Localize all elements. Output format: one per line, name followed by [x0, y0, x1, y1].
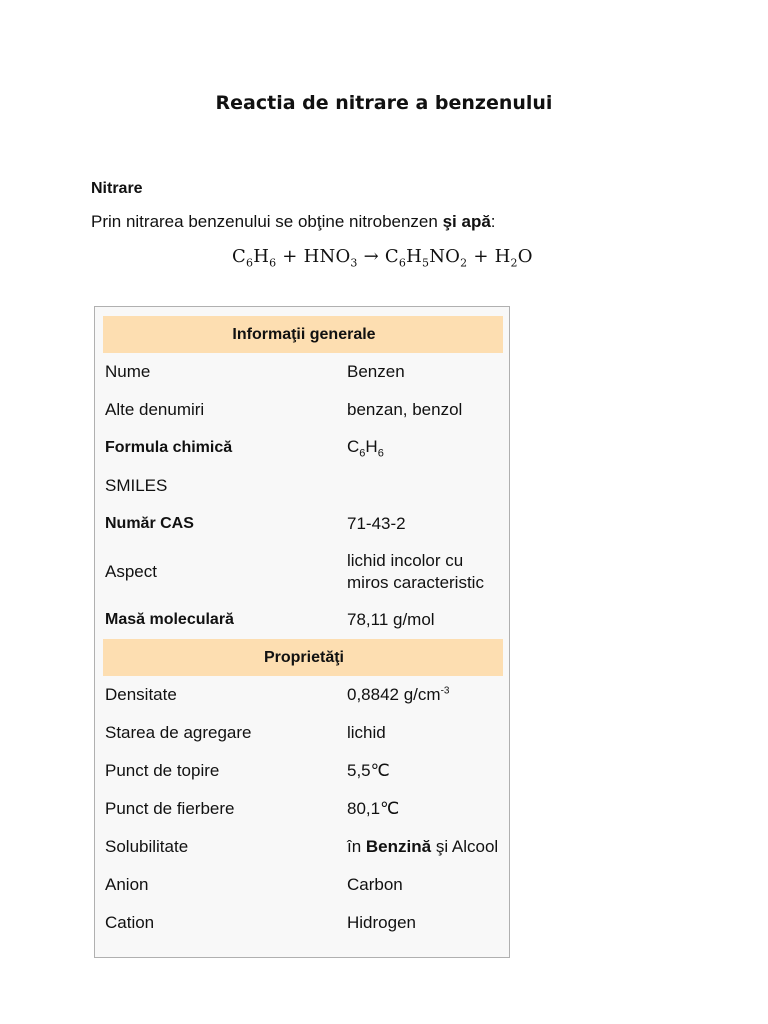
table-row — [103, 790, 503, 828]
row-value: Carbon — [347, 875, 403, 894]
formula-h: H — [365, 436, 378, 456]
table-row — [103, 467, 503, 505]
infobox-header-general — [103, 316, 503, 353]
table-row — [103, 904, 503, 942]
aspect-line: miros caracteristic — [347, 573, 484, 592]
row-label: Starea de agregare — [105, 723, 252, 742]
eq-o: O — [517, 246, 533, 267]
table-row — [103, 752, 503, 790]
row-value: lichid — [347, 723, 386, 742]
reaction-equation — [232, 246, 533, 270]
formula-c: C — [347, 436, 360, 456]
infobox-header-properties — [103, 639, 503, 676]
row-label: Punct de fierbere — [105, 799, 235, 818]
row-label: Solubilitate — [105, 837, 189, 856]
row-value — [345, 467, 503, 505]
table-row — [103, 505, 503, 543]
eq-h: H — [406, 246, 422, 267]
eq-c: C — [384, 246, 399, 267]
solubility-text: în — [347, 837, 366, 856]
row-value: 80,1℃ — [347, 799, 400, 818]
row-value — [345, 676, 503, 714]
eq-hno: HNO — [303, 246, 351, 267]
row-value: benzan, benzol — [347, 400, 463, 419]
row-value: 71-43-2 — [347, 514, 406, 533]
table-row — [103, 714, 503, 752]
eq-h: H — [253, 246, 270, 267]
intro-text: Prin nitrarea benzenului se obţine nitrobenzen — [91, 212, 443, 231]
row-value: 78,11 g/mol — [347, 610, 435, 629]
row-label: Aspect — [105, 562, 157, 581]
infobox — [94, 306, 510, 958]
table-row — [103, 676, 503, 714]
intro-water: apă — [461, 212, 491, 231]
eq-c: C — [232, 246, 246, 267]
row-value — [345, 543, 503, 601]
header-cell: Informaţii generale — [103, 316, 503, 353]
eq-sub: 3 — [350, 256, 358, 270]
table-row — [103, 353, 503, 391]
eq-plus: + — [473, 246, 489, 267]
row-label: Formula chimică — [105, 439, 233, 456]
row-label: Densitate — [105, 685, 177, 704]
row-label: Cation — [105, 913, 155, 932]
row-label: Punct de topire — [105, 761, 220, 780]
eq-sub: 6 — [245, 256, 254, 270]
row-label: SMILES — [105, 476, 168, 495]
solubility-bold: Benzină — [365, 837, 432, 856]
formula-sub: 6 — [359, 447, 366, 460]
row-value — [345, 828, 503, 866]
eq-sub: 5 — [422, 256, 430, 270]
eq-h: H — [494, 246, 511, 267]
eq-sub: 2 — [460, 256, 468, 270]
density-exponent: -3 — [440, 685, 450, 697]
row-value: Hidrogen — [347, 913, 416, 932]
header-cell: Proprietăţi — [103, 639, 503, 676]
table-row — [103, 601, 503, 639]
infobox-table — [103, 316, 503, 942]
solubility-text: şi — [431, 837, 452, 856]
table-row — [103, 543, 503, 601]
row-label: Nume — [105, 362, 151, 381]
aspect-line: lichid incolor cu — [347, 551, 464, 570]
eq-no: NO — [429, 246, 461, 267]
intro-paragraph — [91, 212, 496, 232]
section-heading: Nitrare — [91, 180, 143, 197]
row-label: Masă moleculară — [105, 611, 234, 628]
row-label: Alte denumiri — [105, 400, 205, 419]
row-value — [345, 429, 503, 467]
table-row — [103, 429, 503, 467]
row-label: Anion — [105, 875, 149, 894]
row-value: Benzen — [347, 362, 405, 381]
density-value: 0,8842 g/cm — [347, 685, 441, 704]
row-label: Număr CAS — [105, 515, 194, 532]
formula-sub: 6 — [377, 447, 384, 460]
intro-and: şi — [442, 212, 457, 231]
row-value: 5,5℃ — [347, 761, 390, 780]
solubility-text: Alcool — [451, 837, 499, 856]
table-row — [103, 391, 503, 429]
eq-sub: 2 — [510, 256, 518, 270]
document-title: Reactia de nitrare a benzenului — [215, 92, 553, 114]
eq-plus: + — [282, 246, 298, 267]
eq-arrow: → — [363, 246, 379, 267]
eq-sub: 6 — [269, 256, 277, 270]
intro-colon: : — [490, 212, 496, 231]
table-row — [103, 866, 503, 904]
table-row — [103, 828, 503, 866]
eq-sub: 6 — [398, 256, 407, 270]
